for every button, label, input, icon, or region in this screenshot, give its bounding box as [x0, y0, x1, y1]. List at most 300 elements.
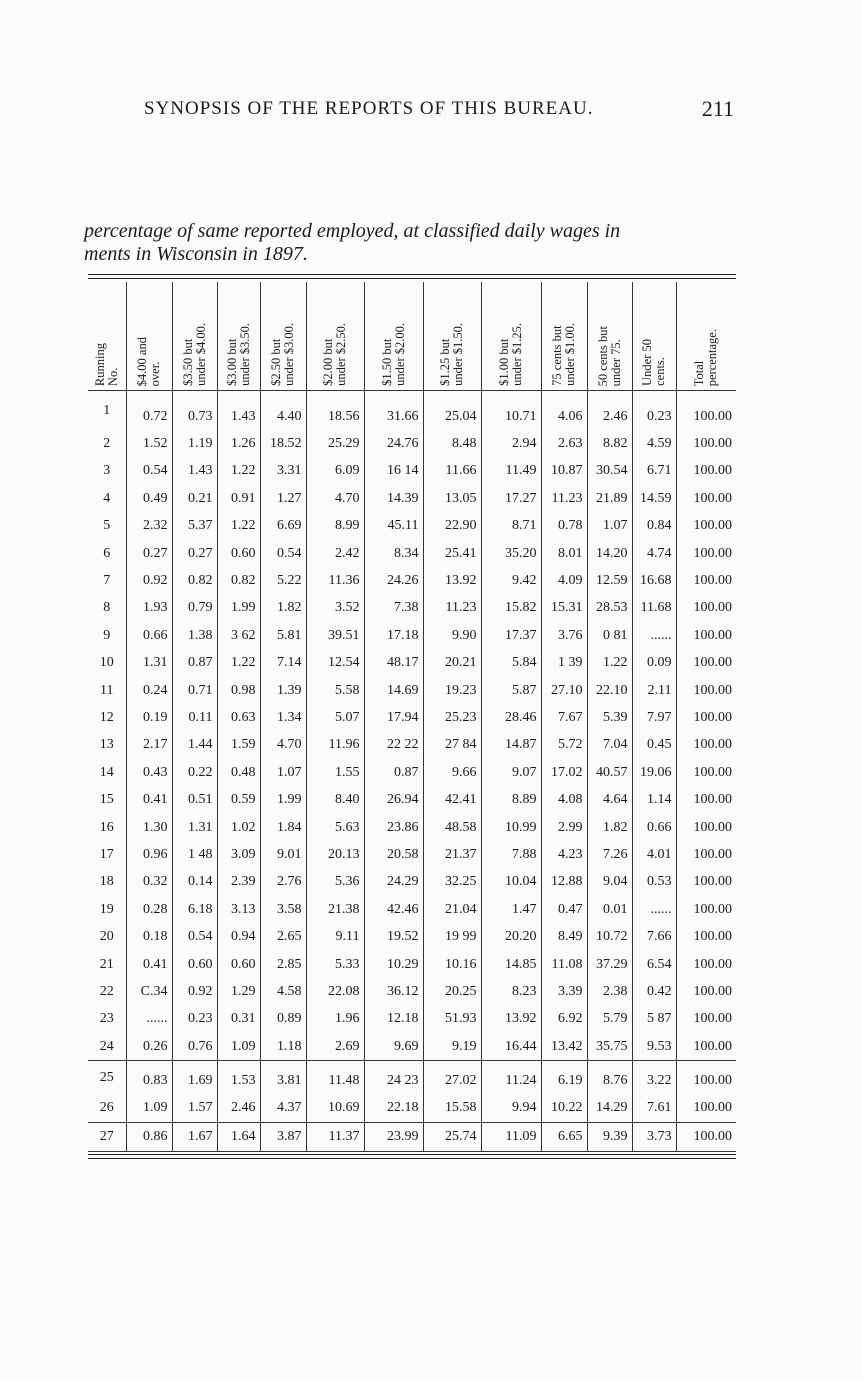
percentage-cell: 1.64	[217, 1123, 260, 1151]
percentage-cell: 28.46	[481, 704, 541, 731]
percentage-cell: 1.22	[217, 513, 260, 540]
percentage-cell: 2.63	[541, 430, 587, 457]
percentage-cell: 4.37	[260, 1095, 306, 1123]
percentage-cell: 2.42	[306, 540, 364, 567]
table-row	[88, 759, 736, 786]
running-number-cell: 16	[99, 819, 114, 835]
percentage-cell: 4.08	[541, 786, 587, 813]
column-header-label: Under 50 cents.	[640, 339, 667, 386]
percentage-cell: 0.63	[217, 704, 260, 731]
percentage-cell: 100.00	[676, 622, 736, 649]
percentage-cell: 20.25	[423, 978, 481, 1005]
table-row	[88, 595, 736, 622]
running-number-cell: 17	[99, 846, 114, 862]
percentage-cell: 10.87	[541, 458, 587, 485]
table-header-row	[88, 282, 736, 391]
page-number: 211	[701, 96, 734, 121]
table-row	[88, 704, 736, 731]
percentage-cell: ......	[126, 1006, 172, 1033]
percentage-cell: 100.00	[676, 677, 736, 704]
table-row	[88, 1061, 736, 1095]
percentage-cell: 5.84	[481, 650, 541, 677]
running-number-cell: 27	[88, 1123, 126, 1151]
percentage-cell: 1.82	[260, 595, 306, 622]
percentage-cell: 8.40	[306, 786, 364, 813]
percentage-cell: 0 81	[587, 622, 632, 649]
percentage-cell: 2.11	[632, 677, 676, 704]
percentage-cell: 0.83	[126, 1061, 172, 1095]
table-row	[88, 896, 736, 923]
percentage-cell: 6.69	[260, 513, 306, 540]
percentage-cell: 24.76	[364, 430, 423, 457]
percentage-cell: 11.08	[541, 951, 587, 978]
percentage-cell: 100.00	[676, 896, 736, 923]
percentage-cell: 17.27	[481, 485, 541, 512]
percentage-cell: 11.23	[541, 485, 587, 512]
percentage-cell: 1.84	[260, 814, 306, 841]
percentage-cell: 0.84	[632, 513, 676, 540]
running-number-cell: 2	[103, 436, 111, 452]
percentage-cell: 0.32	[126, 869, 172, 896]
table-row	[88, 841, 736, 868]
percentage-cell: 7.26	[587, 841, 632, 868]
running-number-cell: 26	[99, 1100, 114, 1116]
percentage-cell: 42.41	[423, 786, 481, 813]
percentage-cell: 2.38	[587, 978, 632, 1005]
percentage-cell: 6.18	[172, 896, 217, 923]
percentage-cell: 10.99	[481, 814, 541, 841]
table-top-rule	[88, 274, 736, 279]
percentage-cell: 5.72	[541, 732, 587, 759]
percentage-cell: 0.23	[632, 391, 676, 431]
percentage-cell: 2.99	[541, 814, 587, 841]
percentage-cell: 0.86	[126, 1123, 172, 1151]
percentage-cell: 1.59	[217, 732, 260, 759]
percentage-cell: 7.97	[632, 704, 676, 731]
percentage-cell: 5.37	[172, 513, 217, 540]
percentage-cell: 5.07	[306, 704, 364, 731]
running-number-cell: 21	[99, 956, 114, 972]
table-row	[88, 814, 736, 841]
percentage-cell: 27 84	[423, 732, 481, 759]
percentage-cell: 20.21	[423, 650, 481, 677]
percentage-cell: 17.18	[364, 622, 423, 649]
column-header-label: $3.00 but under $3.50.	[224, 323, 252, 386]
percentage-cell: 0.98	[217, 677, 260, 704]
percentage-cell: 25.23	[423, 704, 481, 731]
percentage-cell: 19.52	[364, 923, 423, 950]
column-header-label: Running No.	[92, 342, 120, 386]
percentage-cell: 11.96	[306, 732, 364, 759]
percentage-cell: 7.66	[632, 923, 676, 950]
column-header-label: 50 cents but under 75.	[595, 325, 623, 386]
percentage-cell: 1.67	[172, 1123, 217, 1151]
percentage-cell: 1.55	[306, 759, 364, 786]
percentage-cell: 12.54	[306, 650, 364, 677]
percentage-cell: 19.23	[423, 677, 481, 704]
percentage-cell: 23.99	[364, 1123, 423, 1151]
percentage-cell: 13.92	[481, 1006, 541, 1033]
column-header-8	[481, 282, 541, 391]
percentage-cell: 6.92	[541, 1006, 587, 1033]
percentage-cell: 1.82	[587, 814, 632, 841]
percentage-cell: 11.68	[632, 595, 676, 622]
percentage-cell: 11.48	[306, 1061, 364, 1095]
percentage-cell: 14.59	[632, 485, 676, 512]
percentage-cell: 0.45	[632, 732, 676, 759]
percentage-cell: 17.02	[541, 759, 587, 786]
percentage-cell: 100.00	[676, 567, 736, 594]
percentage-cell: 24.29	[364, 869, 423, 896]
percentage-cell: 6.09	[306, 458, 364, 485]
column-header-label: 75 cents but under $1.00.	[550, 323, 577, 386]
percentage-cell: 0.87	[364, 759, 423, 786]
percentage-cell: 32.25	[423, 869, 481, 896]
percentage-cell: 100.00	[676, 1006, 736, 1033]
percentage-cell: 100.00	[676, 814, 736, 841]
percentage-cell: 4.40	[260, 391, 306, 431]
column-header-12	[676, 282, 736, 391]
percentage-cell: 23.86	[364, 814, 423, 841]
percentage-cell: ......	[632, 896, 676, 923]
percentage-cell: 42.46	[364, 896, 423, 923]
percentage-cell: 13.42	[541, 1033, 587, 1061]
table-row	[88, 430, 736, 457]
percentage-cell: 0.89	[260, 1006, 306, 1033]
percentage-cell: 16.44	[481, 1033, 541, 1061]
percentage-cell: 1.22	[587, 650, 632, 677]
percentage-cell: 6.71	[632, 458, 676, 485]
running-number-cell: 23	[99, 1011, 114, 1027]
percentage-cell: 1.69	[172, 1061, 217, 1095]
percentage-cell: 1.29	[217, 978, 260, 1005]
percentage-cell: 1.22	[217, 458, 260, 485]
percentage-cell: 1.14	[632, 786, 676, 813]
percentage-cell: 1.31	[172, 814, 217, 841]
percentage-cell: 1.43	[217, 391, 260, 431]
percentage-cell: 20.20	[481, 923, 541, 950]
percentage-cell: 0.87	[172, 650, 217, 677]
percentage-cell: 1.22	[217, 650, 260, 677]
percentage-cell: 8.71	[481, 513, 541, 540]
percentage-cell: 0.47	[541, 896, 587, 923]
percentage-cell: 0.48	[217, 759, 260, 786]
column-header-2	[172, 282, 217, 391]
percentage-cell: 15.58	[423, 1095, 481, 1123]
table-bottom-rule	[88, 1154, 736, 1159]
percentage-cell: 10.04	[481, 869, 541, 896]
percentage-cell: 9.69	[364, 1033, 423, 1061]
percentage-cell: 1.57	[172, 1095, 217, 1123]
percentage-cell: 5.36	[306, 869, 364, 896]
column-header-3	[217, 282, 260, 391]
percentage-cell: 3.87	[260, 1123, 306, 1151]
percentage-cell: 0.82	[217, 567, 260, 594]
percentage-cell: 1.02	[217, 814, 260, 841]
percentage-cell: 12.59	[587, 567, 632, 594]
table-row	[88, 540, 736, 567]
running-number-cell: 10	[99, 655, 114, 671]
percentage-cell: 14.87	[481, 732, 541, 759]
percentage-cell: 4.06	[541, 391, 587, 431]
percentage-cell: 1.52	[126, 430, 172, 457]
percentage-cell: 1.44	[172, 732, 217, 759]
percentage-cell: 0.92	[172, 978, 217, 1005]
column-header-6	[364, 282, 423, 391]
percentage-cell: 2.65	[260, 923, 306, 950]
column-header-9	[541, 282, 587, 391]
percentage-cell: 0.96	[126, 841, 172, 868]
percentage-cell: 9.01	[260, 841, 306, 868]
percentage-cell: 0.78	[541, 513, 587, 540]
percentage-cell: 100.00	[676, 1123, 736, 1151]
percentage-cell: 37.29	[587, 951, 632, 978]
running-number-cell: 13	[99, 737, 114, 753]
percentage-cell: 0.14	[172, 869, 217, 896]
percentage-cell: 51.93	[423, 1006, 481, 1033]
running-number-cell: 4	[103, 490, 111, 506]
percentage-cell: 5.58	[306, 677, 364, 704]
percentage-cell: 9.90	[423, 622, 481, 649]
percentage-cell: 100.00	[676, 430, 736, 457]
percentage-cell: 0.01	[587, 896, 632, 923]
percentage-cell: 8.82	[587, 430, 632, 457]
percentage-cell: 9.39	[587, 1123, 632, 1151]
table-row	[88, 951, 736, 978]
percentage-cell: 0.43	[126, 759, 172, 786]
percentage-cell: 4.09	[541, 567, 587, 594]
percentage-cell: 3.39	[541, 978, 587, 1005]
percentage-cell: 25.29	[306, 430, 364, 457]
percentage-cell: 0.27	[172, 540, 217, 567]
percentage-cell: 16 14	[364, 458, 423, 485]
percentage-cell: 10.22	[541, 1095, 587, 1123]
table-row	[88, 1095, 736, 1123]
percentage-cell: 2.17	[126, 732, 172, 759]
percentage-cell: 1.19	[172, 430, 217, 457]
percentage-cell: 14.69	[364, 677, 423, 704]
percentage-cell: 1.47	[481, 896, 541, 923]
percentage-cell: 0.60	[217, 540, 260, 567]
percentage-cell: 4.01	[632, 841, 676, 868]
percentage-cell: 0.09	[632, 650, 676, 677]
percentage-cell: 0.19	[126, 704, 172, 731]
percentage-cell: 1.38	[172, 622, 217, 649]
percentage-cell: 8.76	[587, 1061, 632, 1095]
percentage-cell: 0.31	[217, 1006, 260, 1033]
percentage-cell: 0.51	[172, 786, 217, 813]
percentage-cell: 9.42	[481, 567, 541, 594]
column-header-11	[632, 282, 676, 391]
percentage-cell: 0.42	[632, 978, 676, 1005]
table-row	[88, 1123, 736, 1151]
percentage-cell: 8.49	[541, 923, 587, 950]
percentage-cell: 100.00	[676, 869, 736, 896]
percentage-cell: 2.76	[260, 869, 306, 896]
table-caption	[84, 220, 744, 266]
table-row	[88, 732, 736, 759]
percentage-cell: 0.60	[217, 951, 260, 978]
table-row	[88, 1033, 736, 1061]
percentage-cell: 22.18	[364, 1095, 423, 1123]
percentage-cell: 19 99	[423, 923, 481, 950]
percentage-cell: 45.11	[364, 513, 423, 540]
table-row	[88, 567, 736, 594]
percentage-cell: 16.68	[632, 567, 676, 594]
percentage-cell: 0.24	[126, 677, 172, 704]
percentage-cell: 3.81	[260, 1061, 306, 1095]
running-number-cell: 15	[99, 792, 114, 808]
running-number-cell: 5	[103, 518, 111, 534]
percentage-cell: 100.00	[676, 1033, 736, 1061]
percentage-cell: 8.99	[306, 513, 364, 540]
percentage-cell: 0.18	[126, 923, 172, 950]
percentage-cell: 100.00	[676, 595, 736, 622]
percentage-cell: 0.11	[172, 704, 217, 731]
column-header-10	[587, 282, 632, 391]
percentage-cell: 5.81	[260, 622, 306, 649]
percentage-cell: 4.74	[632, 540, 676, 567]
percentage-cell: 17.37	[481, 622, 541, 649]
percentage-cell: 1.93	[126, 595, 172, 622]
percentage-cell: 0.60	[172, 951, 217, 978]
column-header-0	[88, 282, 126, 391]
percentage-cell: 21.38	[306, 896, 364, 923]
percentage-cell: 7.61	[632, 1095, 676, 1123]
percentage-cell: 6.65	[541, 1123, 587, 1151]
percentage-cell: 9.19	[423, 1033, 481, 1061]
percentage-cell: 5.87	[481, 677, 541, 704]
percentage-cell: 0.41	[126, 786, 172, 813]
percentage-cell: 2.46	[217, 1095, 260, 1123]
percentage-cell: 28.53	[587, 595, 632, 622]
percentage-cell: 1.09	[217, 1033, 260, 1061]
percentage-cell: 0.91	[217, 485, 260, 512]
percentage-cell: 6.54	[632, 951, 676, 978]
column-header-label: $4.00 and over.	[135, 336, 162, 386]
percentage-cell: 3.58	[260, 896, 306, 923]
running-number-cell: 6	[103, 545, 111, 561]
percentage-cell: 0.54	[172, 923, 217, 950]
percentage-cell: 17.94	[364, 704, 423, 731]
percentage-cell: 21.04	[423, 896, 481, 923]
percentage-cell: 3.31	[260, 458, 306, 485]
percentage-cell: 26.94	[364, 786, 423, 813]
percentage-cell: 8.23	[481, 978, 541, 1005]
percentage-cell: 10.16	[423, 951, 481, 978]
percentage-cell: 100.00	[676, 786, 736, 813]
percentage-cell: 1.96	[306, 1006, 364, 1033]
percentage-cell: 15.82	[481, 595, 541, 622]
percentage-cell: 18.52	[260, 430, 306, 457]
percentage-cell: 0.54	[260, 540, 306, 567]
percentage-cell: 11.36	[306, 567, 364, 594]
percentage-cell: 9.94	[481, 1095, 541, 1123]
table-row	[88, 1006, 736, 1033]
percentage-cell: 36.12	[364, 978, 423, 1005]
percentage-cell: 3.52	[306, 595, 364, 622]
percentage-cell: 100.00	[676, 1095, 736, 1123]
percentage-cell: 0.59	[217, 786, 260, 813]
table-row	[88, 677, 736, 704]
percentage-cell: 6.19	[541, 1061, 587, 1095]
percentage-cell: 25.41	[423, 540, 481, 567]
percentage-cell: 100.00	[676, 978, 736, 1005]
percentage-cell: 100.00	[676, 458, 736, 485]
percentage-cell: 1.99	[260, 786, 306, 813]
percentage-cell: 18.56	[306, 391, 364, 431]
wage-percentage-table	[88, 282, 736, 1152]
running-number-cell: 3	[103, 463, 111, 479]
percentage-cell: 11.09	[481, 1123, 541, 1151]
percentage-cell: 1.07	[587, 513, 632, 540]
percentage-cell: 100.00	[676, 732, 736, 759]
percentage-cell: 22.90	[423, 513, 481, 540]
percentage-cell: 31.66	[364, 391, 423, 431]
percentage-cell: 11.49	[481, 458, 541, 485]
percentage-cell: 12.88	[541, 869, 587, 896]
percentage-cell: 10.72	[587, 923, 632, 950]
percentage-cell: 3.73	[632, 1123, 676, 1151]
percentage-cell: 1.31	[126, 650, 172, 677]
percentage-cell: 27.02	[423, 1061, 481, 1095]
running-number-cell: 25	[88, 1061, 126, 1095]
percentage-cell: 3.13	[217, 896, 260, 923]
percentage-cell: 100.00	[676, 513, 736, 540]
table-row	[88, 923, 736, 950]
percentage-cell: 1.27	[260, 485, 306, 512]
percentage-cell: 1.18	[260, 1033, 306, 1061]
column-header-label: $3.50 but under $4.00.	[180, 323, 208, 386]
percentage-cell: 0.23	[172, 1006, 217, 1033]
percentage-cell: 0.26	[126, 1033, 172, 1061]
percentage-cell: 2.85	[260, 951, 306, 978]
percentage-cell: 1.26	[217, 430, 260, 457]
percentage-cell: 0.27	[126, 540, 172, 567]
percentage-cell: 3.76	[541, 622, 587, 649]
percentage-cell: 21.89	[587, 485, 632, 512]
percentage-cell: 11.66	[423, 458, 481, 485]
percentage-cell: 1.07	[260, 759, 306, 786]
percentage-cell: 1 39	[541, 650, 587, 677]
percentage-cell: 22.10	[587, 677, 632, 704]
running-number-cell: 9	[103, 627, 111, 643]
percentage-cell: 19.06	[632, 759, 676, 786]
percentage-cell: 1 48	[172, 841, 217, 868]
percentage-cell: 20.58	[364, 841, 423, 868]
percentage-cell: 9.11	[306, 923, 364, 950]
percentage-cell: 0.54	[126, 458, 172, 485]
caption-line-2: ments in Wisconsin in 1897.	[84, 243, 308, 265]
percentage-cell: 0.28	[126, 896, 172, 923]
percentage-cell: 100.00	[676, 391, 736, 431]
percentage-cell: 0.73	[172, 391, 217, 431]
percentage-cell: 4.64	[587, 786, 632, 813]
percentage-cell: 9.07	[481, 759, 541, 786]
table-row	[88, 458, 736, 485]
column-header-label: $2.00 but under $2.50.	[321, 323, 348, 386]
table-row	[88, 978, 736, 1005]
page-header	[140, 96, 740, 124]
percentage-cell: 25.04	[423, 391, 481, 431]
table-row	[88, 513, 736, 540]
percentage-cell: 25.74	[423, 1123, 481, 1151]
percentage-cell: 3 62	[217, 622, 260, 649]
column-header-1	[126, 282, 172, 391]
percentage-cell: 5.39	[587, 704, 632, 731]
percentage-cell: 30.54	[587, 458, 632, 485]
percentage-cell: 4.59	[632, 430, 676, 457]
